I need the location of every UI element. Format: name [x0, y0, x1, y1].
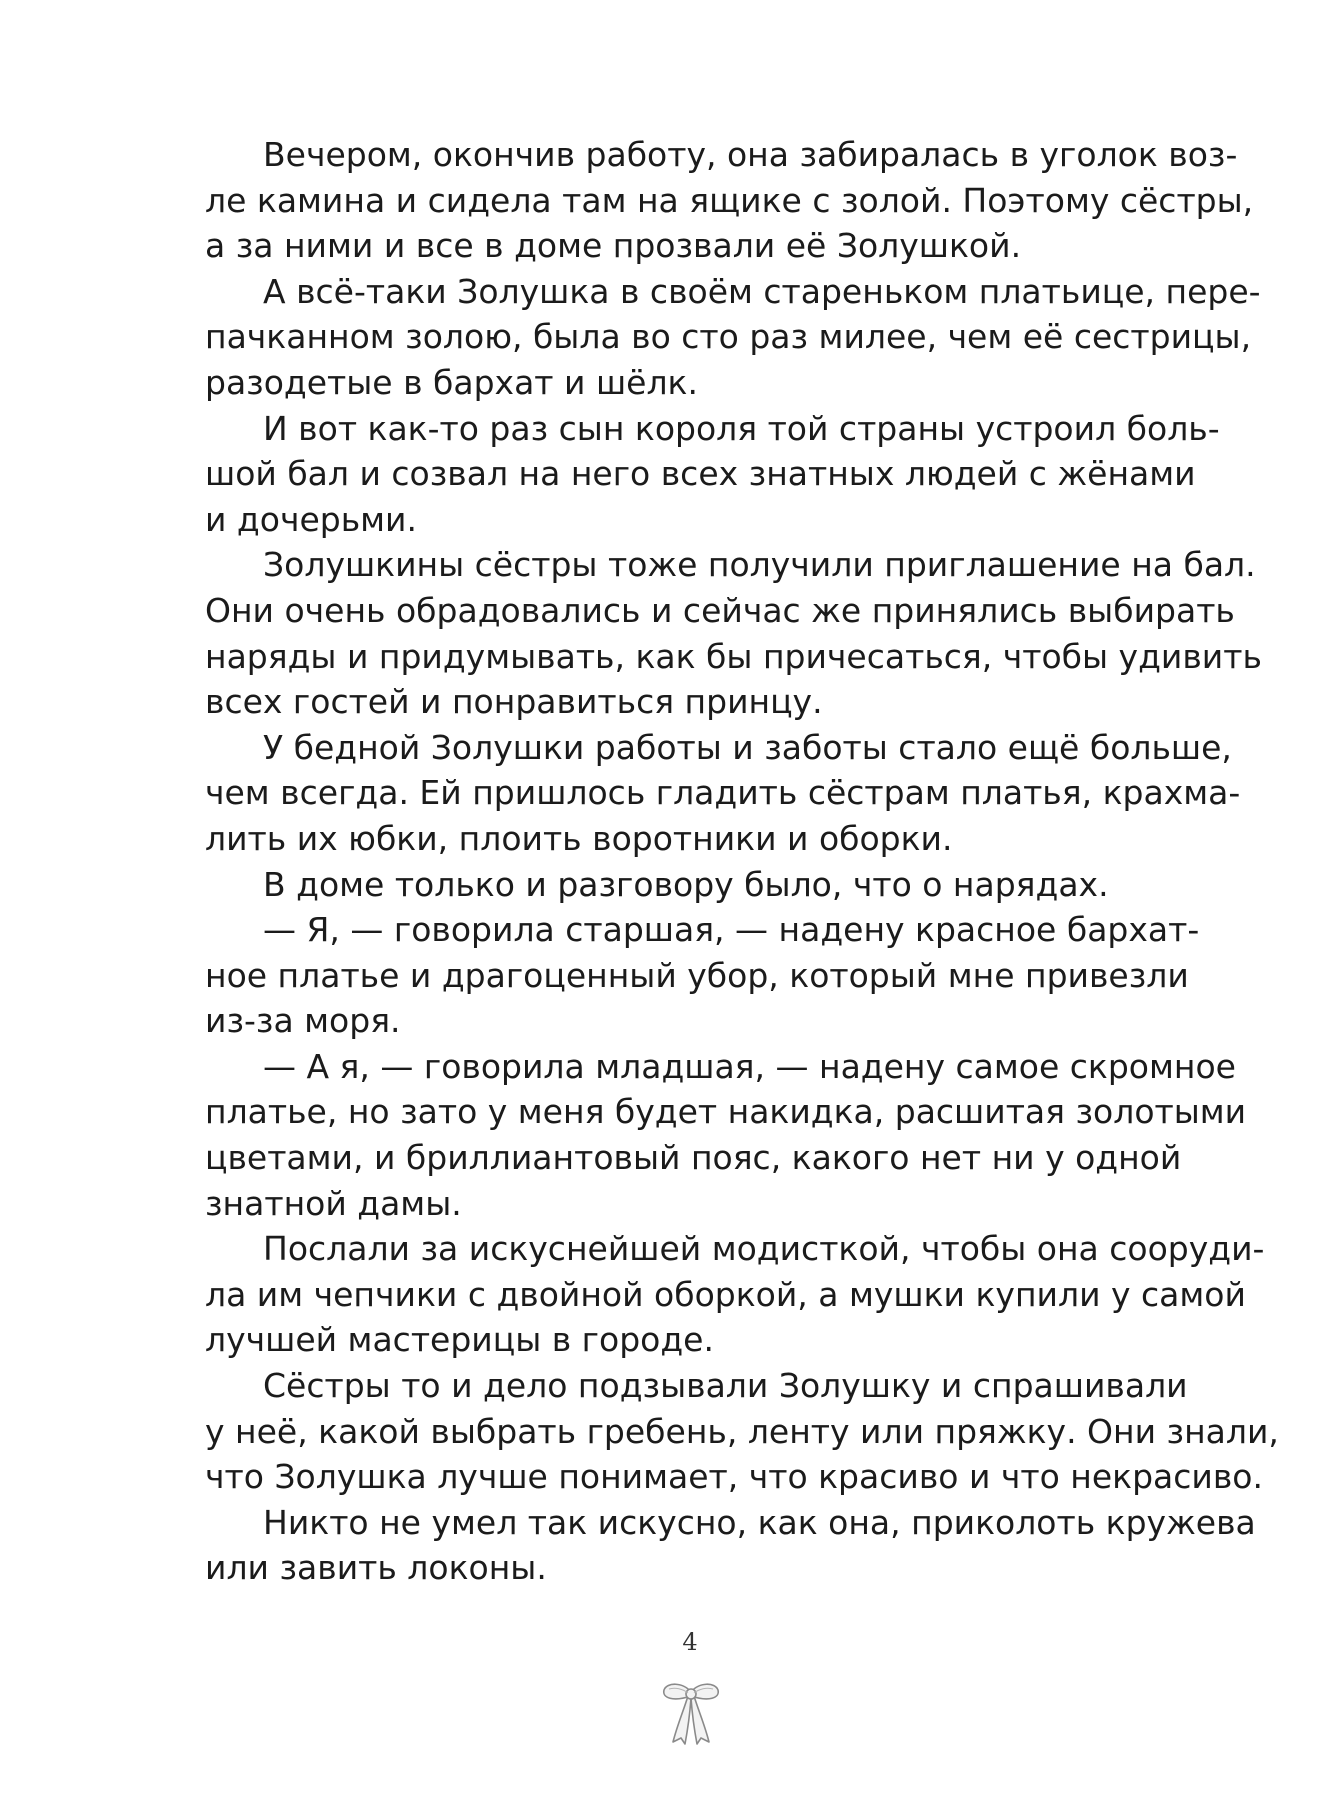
paragraph: [205, 406, 1220, 543]
text-line: знатной дамы.: [205, 1183, 462, 1223]
text-line: ла им чепчики с двойной оборкой, а мушки купили у самой: [205, 1274, 1246, 1314]
paragraph: [205, 862, 1180, 908]
paragraph: [205, 1044, 1247, 1226]
text-line: Послали за искуснейшей модисткой, чтобы она сооруди-: [263, 1229, 1265, 1269]
paragraph: [205, 1226, 1265, 1363]
text-line: ле камина и сидела там на ящике с золой. Поэтому сёстры,: [205, 180, 1254, 220]
text-line: И вот как-то раз сын короля той страны устроил боль-: [263, 408, 1220, 448]
text-line: цветами, и бриллиантовый пояс, какого нет ни у одной: [205, 1138, 1182, 1178]
text-line: Вечером, окончив работу, она забиралась в уголок воз-: [263, 135, 1238, 174]
paragraph: [205, 1363, 1279, 1500]
page-number: 4: [682, 1628, 698, 1656]
text-line: или завить локоны.: [205, 1548, 547, 1588]
text-line: Они очень обрадовались и сейчас же принялись выбирать: [205, 590, 1235, 630]
text-line: лить их юбки, плоить воротники и оборки.: [205, 818, 953, 858]
text-line: ное платье и драгоценный убор, который мне привезли: [205, 955, 1189, 995]
paragraph: [205, 269, 1261, 406]
text-line: — А я, — говорила младшая, — надену самое скромное: [263, 1046, 1236, 1086]
text-line: У бедной Золушки работы и заботы стало ещё больше,: [263, 727, 1232, 767]
text-line: шой бал и созвал на него всех знатных людей с жёнами: [205, 454, 1196, 494]
text-line: Золушкины сёстры тоже получили приглашение на бал.: [263, 545, 1256, 585]
text-line: Никто не умел так искусно, как она, приколоть кружева: [263, 1502, 1256, 1542]
text-line: наряды и придумывать, как бы причесаться, чтобы удивить: [205, 636, 1262, 676]
ribbon-bow-icon: [661, 1678, 721, 1748]
text-line: а за ними и все в доме прозвали её Золушкой.: [205, 226, 1022, 266]
paragraph: [205, 907, 1200, 1044]
paragraph: [205, 542, 1262, 724]
text-line: В доме только и разговору было, что о нарядах.: [263, 864, 1109, 904]
paragraph: [205, 132, 1254, 269]
text-line: разодетые в бархат и шёлк.: [205, 362, 698, 402]
text-line: платье, но зато у меня будет накидка, расшитая золотыми: [205, 1092, 1247, 1132]
text-line: Сёстры то и дело подзывали Золушку и спрашивали: [263, 1366, 1188, 1406]
text-line: лучшей мастерицы в городе.: [205, 1320, 714, 1360]
text-line: чем всегда. Ей пришлось гладить сёстрам платья, крахма-: [205, 773, 1241, 813]
story-text: [205, 132, 1279, 1591]
text-line: пачканном золою, была во сто раз милее, чем её сестрицы,: [205, 317, 1252, 357]
text-line: что Золушка лучше понимает, что красиво и что некрасиво.: [205, 1457, 1263, 1497]
text-line: и дочерьми.: [205, 499, 417, 539]
text-line: у неё, какой выбрать гребень, ленту или пряжку. Они знали,: [205, 1411, 1279, 1451]
text-line: всех гостей и понравиться принцу.: [205, 682, 823, 722]
text-line: А всё-таки Золушка в своём стареньком платьице, пере-: [263, 271, 1261, 311]
paragraph: [205, 725, 1241, 862]
text-line: из-за моря.: [205, 1001, 401, 1041]
paragraph: [205, 1500, 1256, 1591]
text-line: — Я, — говорила старшая, — надену красное бархат-: [263, 910, 1200, 950]
